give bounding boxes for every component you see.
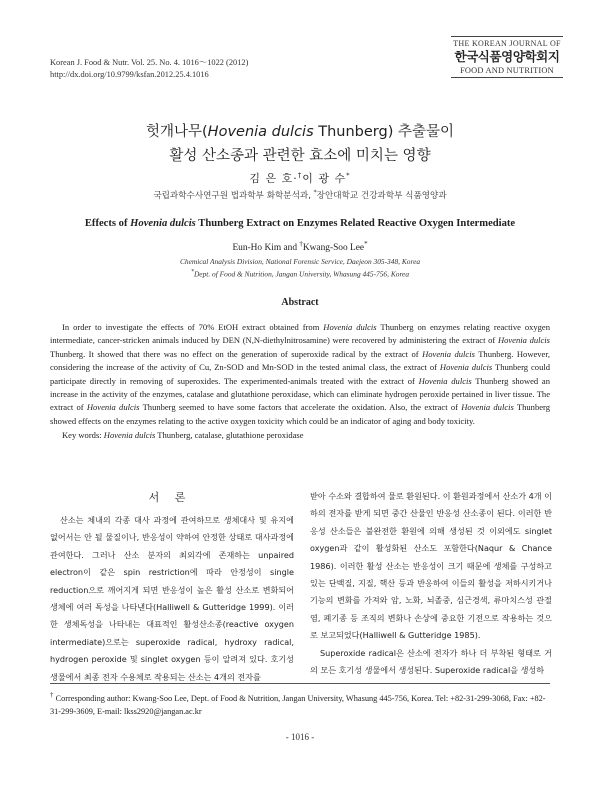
affiliation-en-2-text: Dept. of Food & Nutrition, Jangan University, Whasung 445-756, Korea <box>193 269 410 279</box>
keywords-species: Hovenia dulcis <box>103 430 156 440</box>
author-en-2: Kwang-Soo Lee <box>302 243 365 254</box>
body-paragraph: 받아 수소와 결합하여 물로 환원된다. 이 환원과정에서 산소가 4개 이하의 전자를 받게 되면 중간 산물인 반응성 산소종이 된다. 이러한 반응성 산소들은 불완전한 환원에 의해 생성된 것 이외에도 singlet oxygen과 같이 활성화된 산소도 포함한다(Naqur & Chance 1986). 이러한 활성 산소는 반응성이 크기 때문에 생체를 구성하고 있는 단백질, 지질, 핵산 등과 반응하여 이들의 활성을 저하시키거나 기능의 변화를 가져와 암, 노화, 뇌졸중, 심근경색, 류마치스성 관절염, 폐기종 등 조직의 변화나 손상에 중요한 기전으로 작용하는 것으로 보고되었다(Halliwell & Gutteridge 1985). <box>310 491 552 641</box>
abstract-text: Thunberg seemed to have some factors that accelerate the oxidation. Also, the extract of <box>139 402 462 413</box>
affiliation-mark: * <box>313 189 317 197</box>
doi-link[interactable]: http://dx.doi.org/10.9799/ksfan.2012.25.4.1016 <box>50 70 209 79</box>
affiliation-en-1: Chemical Analysis Division, National Forensic Service, Daejeon 305-348, Korea <box>179 257 421 266</box>
affiliation-mark: * <box>190 269 194 275</box>
affiliation-kr-1: 국립과학수사연구원 법과학부 화학분석과, <box>153 191 311 201</box>
title-kr-part: Thunberg) 추출물이 <box>313 124 455 140</box>
title-en-part: Effects of <box>84 218 131 229</box>
journal-name-en-top: THE KOREAN JOURNAL OF <box>453 39 561 48</box>
abstract-species: Hovenia dulcis <box>422 348 475 359</box>
journal-name-en-bottom: FOOD AND NUTRITION <box>460 66 554 75</box>
footnote-text: Corresponding author: Kwang-Soo Lee, Dept. of Food & Nutrition, Jangan University, Whasung 445-756, Korea. Tel: +82-31-299-3068, Fax: +82-31-299-3609, E-mail: lkss2920@jangan.ac.kr <box>50 693 546 716</box>
author-kr-1: 김 은 호 <box>249 172 294 185</box>
abstract-text: Thunberg on enzymes relating reactive oxygen intermediate, cancer-stricken animals induced by DEN (N,N-diethylnitrosamine) were recovered by administering the extract of <box>50 322 550 346</box>
title-kr-part: 헛개나무( <box>145 124 208 140</box>
affiliation-mark: * <box>364 240 368 248</box>
body-column-left: 산소는 체내의 각종 대사 과정에 관여하므로 생체대사 및 유지에 없어서는 안 될 물질이나, 반응성이 약하여 안정한 상태로 대사과정에 관여한다. 그러나 산소 분자의 최외각에 존재하는 unpaired electron이 같은 spin restriction에 따라 안정성이 single reduction으로 깨어지게 되면 반응성이 높은 활성 산소로 변화되어 생체에 여러 독성을 나타낸다(Halliwell & Gutteridge 1999). 이러한 생체독성을 나타내는 대표적인 활성산소종(reactive oxygen intermediate)으로는 superoxide radical, hydroxy radical, hydrogen peroxide 및 singlet oxygen 등이 알려져 있다. 호기성 생물에서 최종 전자 수용체로 작용되는 산소는 4개의 전자를 <box>50 515 294 682</box>
abstract-text: Thunberg could participate directly in removing of superoxides. The experimented-animals treated with the extract of <box>50 362 550 386</box>
title-kr-species: Hovenia dulcis <box>207 124 314 140</box>
affiliation-kr <box>0 189 600 201</box>
author-separator: · <box>293 172 298 185</box>
keywords <box>62 430 550 440</box>
body-paragraph: Superoxide radical은 산소에 전자가 하나 더 부착된 형태로 거의 모든 호기성 생물에서 생성된다. Superoxide radical을 생성하 <box>310 647 552 676</box>
citation-block <box>50 57 248 81</box>
abstract-species: Hovenia dulcis <box>461 402 514 413</box>
author-kr-2: 이 광 수 <box>302 172 347 185</box>
abstract-species: Hovenia dulcis <box>439 362 493 373</box>
authors-kr <box>0 170 600 186</box>
abstract-text: Thunberg. It showed that there was no effect on the generation of superoxide radical by the extract of <box>50 348 423 359</box>
keywords-label: Key words: <box>62 430 104 440</box>
title-en <box>0 218 600 229</box>
title-en-species: Hovenia dulcis <box>130 218 196 229</box>
journal-logo <box>451 36 563 78</box>
title-kr-line1 <box>0 120 600 141</box>
abstract-text: Thunberg showed effects on the enzymes relating to the active oxygen toxicity which could be an indicator of aging and body toxicity. <box>50 402 550 426</box>
corresponding-mark: † <box>299 240 303 248</box>
body-column-right <box>310 488 552 679</box>
abstract-heading: Abstract <box>281 297 319 308</box>
affiliation-mark: * <box>346 171 351 180</box>
abstract-species: Hovenia dulcis <box>418 375 472 386</box>
footnote-divider <box>50 683 550 684</box>
logo-bottom-rule <box>451 77 563 78</box>
title-kr-line2: 활성 산소종과 관련한 효소에 미치는 영향 <box>169 148 431 164</box>
corresponding-mark: † <box>297 171 303 180</box>
affiliation-en-2 <box>0 269 600 278</box>
title-en-part: Thunberg Extract on Enzymes Related Reactive Oxygen Intermediate <box>195 218 516 229</box>
page-number: - 1016 - <box>285 732 315 742</box>
corresponding-mark: † <box>50 691 54 699</box>
affiliation-kr-2: 장안대학교 건강과학부 식품영양과 <box>316 191 447 201</box>
abstract-species: Hovenia dulcis <box>497 335 550 346</box>
journal-citation: Korean J. Food & Nutr. Vol. 25. No. 4. 1016～1022 (2012) <box>50 58 249 67</box>
author-conjunction: and <box>283 243 298 254</box>
abstract-text: In order to investigate the effects of 70% EtOH extract obtained from <box>62 322 324 332</box>
abstract-species: Hovenia dulcis <box>86 402 140 413</box>
abstract-body <box>50 321 550 428</box>
abstract-species: Hovenia dulcis <box>323 322 377 332</box>
journal-name-kr: 한국식품영양학회지 <box>454 49 560 64</box>
abstract-text: Thunberg. However, considering the increase of the activity of Cu, Zn-SOD and Mn-SOD in the tested animal class, the extract of <box>50 348 550 373</box>
abstract-text: Thunberg showed an increase in the activity of the enzymes, catalase and glutathione peroxidase, which can eliminate hydrogen peroxide pertained in liver tissue. The extract of <box>50 375 550 413</box>
section-heading-introduction: 서 론 <box>148 491 192 504</box>
corresponding-author-footnote <box>50 689 552 718</box>
author-en-1: Eun-Ho Kim <box>232 243 282 254</box>
authors-en <box>0 240 600 253</box>
keywords-list: Thunberg, catalase, glutathione peroxidase <box>155 430 304 440</box>
